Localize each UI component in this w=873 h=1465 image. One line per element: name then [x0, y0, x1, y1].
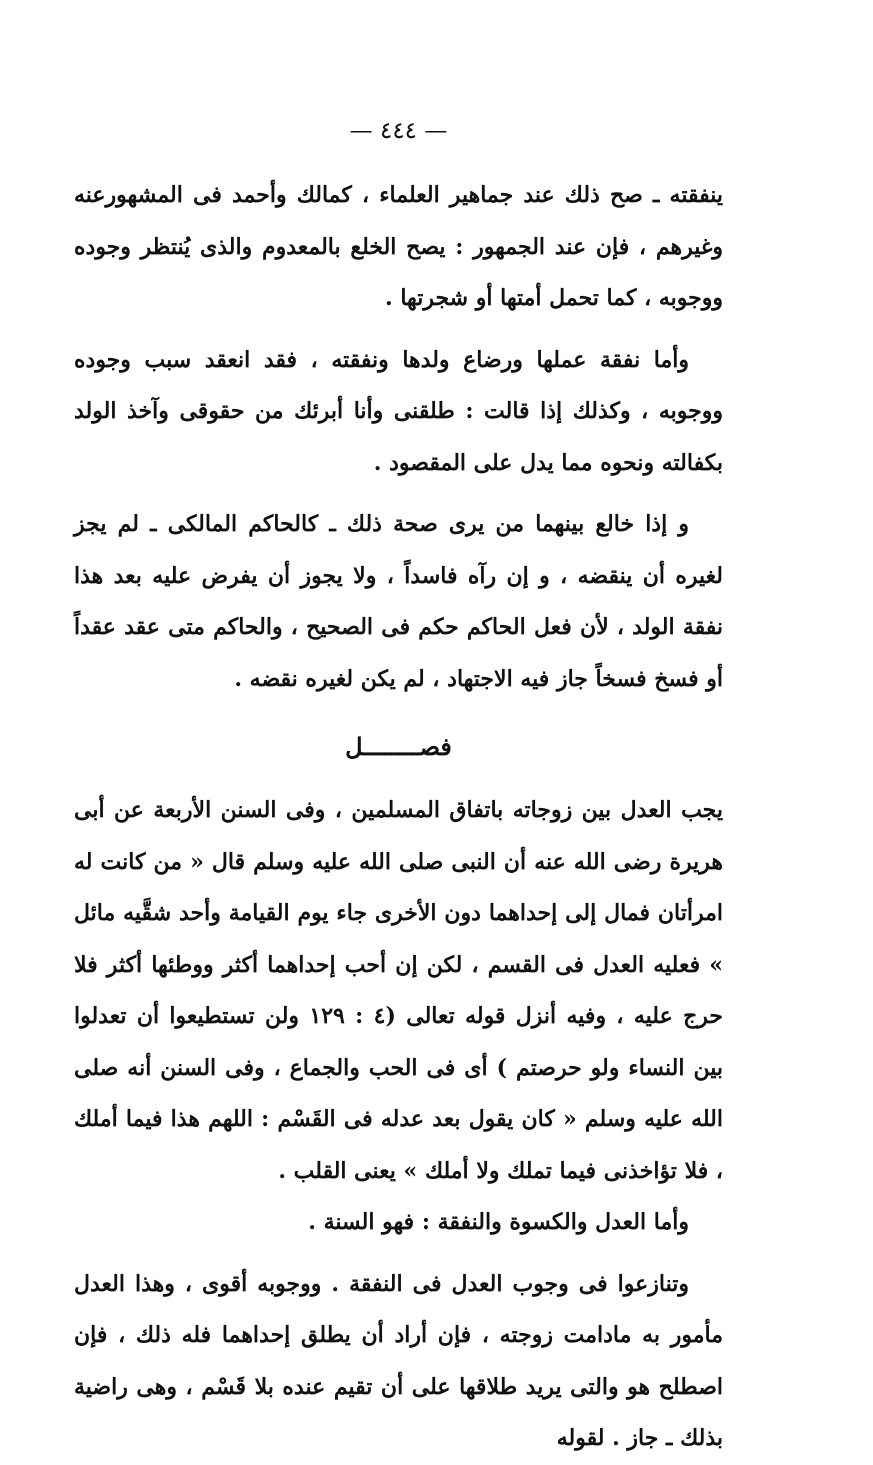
paragraph-gap	[74, 489, 723, 499]
paragraph-5: وأما العدل والكسوة والنفقة : فهو السنة .	[308, 1209, 689, 1235]
paragraph-gap	[74, 1249, 723, 1259]
top-text-block	[74, 170, 723, 705]
section-heading: فصــــــــل	[345, 732, 452, 761]
paragraph-6: وتنازعوا فى وجوب العدل فى النفقة . ووجوبه أقوى ، وهذا العدل مأمور به مادامت زوجته ، فإن أراد أن يطلق إحداهما فله ذلك ، فإن اصطلح هو والتى يريد طلاقها على أن تقيم عنده بلا قَسْم ، وهى راضية بذلك ـ جاز . لقوله	[74, 1270, 723, 1451]
paragraph-3: و إذا خالع بينهما من يرى صحة ذلك ـ كالحاكم المالكى ـ لم يجز لغيره أن ينقضه ، و إن رآه فاسداً ، ولا يجوز أن يفرض عليه بعد هذا نفقة الولد ، لأن فعل الحاكم حكم فى الصحيح ، والحاكم متى عقد عقداً أو فسخ فسخاً جاز فيه الاجتهاد ، لم يكن لغيره نقضه .	[74, 511, 723, 692]
paragraph-1: ينفقته ـ صح ذلك عند جماهير العلماء ، كمالك وأحمد فى المشهورعنه وغيرهم ، فإن عند الجمهور : يصح الخلع بالمعدوم والذى يُنتظر وجوده ووجوبه ، كما تحمل أمتها أو شجرتها .	[74, 182, 723, 311]
paragraph-gap	[74, 325, 723, 335]
paragraph-2: وأما نفقة عملها ورضاع ولدها ونفقته ، فقد انعقد سبب وجوده ووجوبه ، وكذلك إذا قالت : طلقنى وأنا أبرئك من حقوقى وآخذ الولد بكفالته ونحوه مما يدل على المقصود .	[74, 346, 723, 476]
bottom-text-block	[74, 785, 723, 1465]
paragraph-4: يجب العدل بين زوجاته باتفاق المسلمين ، وفى السنن الأربعة عن أبى هريرة رضى الله عنه أن النبى صلى الله عليه وسلم قال « من كانت له امرأتان فمال إلى إحداهما دون الأخرى جاء يوم القيامة وأحد شقَّيه مائل » فعليه العدل فى القسم ، لكن إن أحب إحداهما أكثر ووطئها أكثر فلا حرج عليه ، وفيه أنزل قوله تعالى (٤ : ١٢٩ ولن تستطيعوا أن تعدلوا بين النساء ولو حرصتم ) أى فى الحب والجماع ، وفى السنن أنه صلى الله عليه وسلم « كان يقول بعد عدله فى القَسْم : اللهم هذا فيما أملك ، فلا تؤاخذنى فيما تملك ولا أملك » يعنى القلب .	[74, 797, 724, 1184]
page-number: — ٤٤٤ —	[349, 118, 448, 144]
